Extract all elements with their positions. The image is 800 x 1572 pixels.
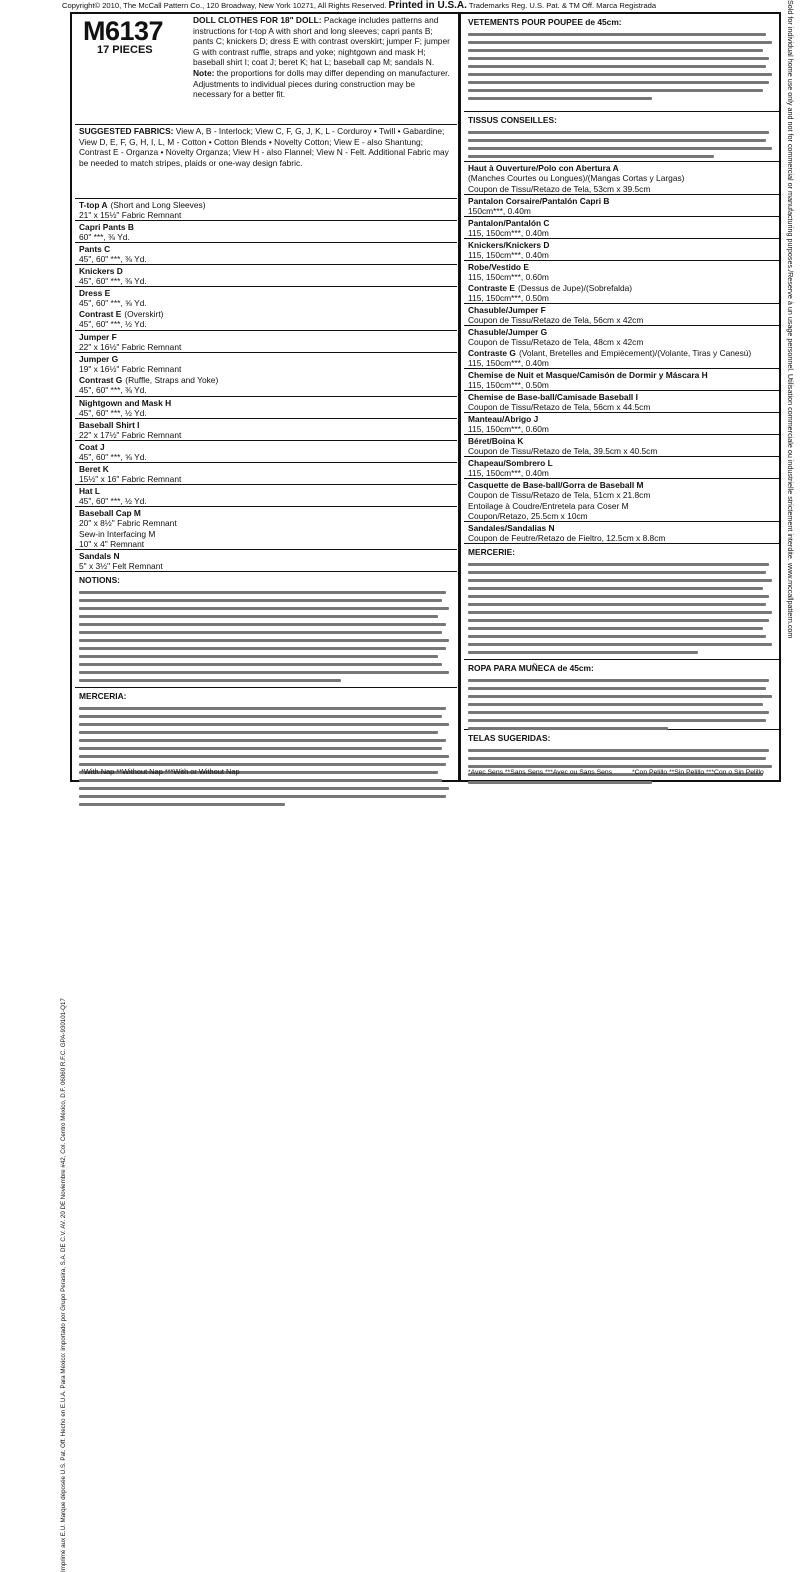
item-detail: Coupon de Tissu/Retazo de Tela, 56cm x 42cm bbox=[468, 315, 644, 326]
item-detail: 20" x 8½" Fabric Remnant bbox=[79, 518, 177, 529]
table-row bbox=[464, 457, 779, 479]
text-line-placeholder bbox=[468, 155, 714, 158]
item-title: Jumper F bbox=[79, 332, 117, 342]
ropa-intro-es: ROPA PARA MUÑECA de 45cm: bbox=[464, 660, 779, 730]
item-title-note: (Short and Long Sleeves) bbox=[110, 200, 206, 210]
item-detail: 115, 150cm***, 0.40m bbox=[468, 228, 549, 239]
text-line-placeholder bbox=[468, 765, 772, 768]
item-detail: 15½" x 16" Fabric Remnant bbox=[79, 474, 182, 485]
table-row bbox=[75, 463, 457, 485]
text-line-placeholder bbox=[468, 563, 769, 566]
text-line-placeholder bbox=[79, 803, 285, 806]
item-detail: Coupon de Tissu/Retazo de Tela, 56cm x 44.5cm bbox=[468, 402, 651, 413]
text-line-placeholder bbox=[468, 595, 769, 598]
text-line-placeholder bbox=[468, 49, 763, 52]
item-detail: Coupon de Feutre/Retazo de Fieltro, 12.5cm x 8.8cm bbox=[468, 533, 666, 544]
copyright-bar bbox=[62, 0, 786, 12]
item-detail: 115, 150cm***, 0.60m bbox=[468, 424, 549, 435]
notions-en: NOTIONS: bbox=[75, 572, 457, 688]
column-divider bbox=[458, 14, 461, 780]
text-line-placeholder bbox=[468, 131, 769, 134]
text-line-placeholder bbox=[468, 749, 769, 752]
text-line-placeholder bbox=[468, 611, 772, 614]
text-line-placeholder bbox=[468, 703, 763, 706]
text-line-placeholder bbox=[468, 97, 652, 100]
text-line-placeholder bbox=[79, 639, 449, 642]
text-line-placeholder bbox=[79, 747, 442, 750]
table-row bbox=[464, 479, 779, 522]
tissus-conseilles: TISSUS CONSEILLES: bbox=[464, 112, 779, 162]
item-detail: 150cm***, 0.40m bbox=[468, 206, 531, 217]
nap-legend-fr-es: *Avec Sens **Sans Sens ***Avec ou Sans Sens *Con Pelillo **Sin Pelillo ***Con o Sin Pelillo bbox=[468, 769, 764, 776]
text-line-placeholder bbox=[79, 647, 446, 650]
trademark-text: Trademarks Reg. U.S. Pat. & TM Off. Marca Registrada bbox=[468, 1, 657, 10]
text-line-placeholder bbox=[468, 679, 769, 682]
text-line-placeholder bbox=[79, 731, 438, 734]
contrast-detail: 115, 150cm***, 0.50m bbox=[468, 293, 549, 304]
item-detail: (Manches Courtes ou Longues)/(Mangas Cortas y Largas) bbox=[468, 173, 685, 184]
item-title: Chasuble/Jumper G bbox=[468, 327, 548, 337]
item-title: Coat J bbox=[79, 442, 105, 452]
pattern-header bbox=[75, 14, 457, 125]
copyright-text: Copyright© 2010, The McCall Pattern Co., 120 Broadway, New York 10271, All Rights Reserved. bbox=[62, 1, 387, 10]
text-line-placeholder bbox=[79, 623, 446, 626]
contrast-label: Contraste E bbox=[468, 282, 516, 293]
text-line-placeholder bbox=[79, 723, 449, 726]
item-title: Knickers/Knickers D bbox=[468, 240, 550, 250]
table-row bbox=[75, 419, 457, 441]
text-line-placeholder bbox=[468, 579, 772, 582]
item-detail: 45", 60" ***, ½ Yd. bbox=[79, 496, 147, 507]
table-row bbox=[464, 391, 779, 413]
table-row bbox=[75, 397, 457, 419]
table-row bbox=[75, 485, 457, 507]
item-title: Pantalon Corsaire/Pantalón Capri B bbox=[468, 196, 610, 206]
right-margin-usage-text: Sold for individual home use only and not for commercial or manufacturing purposes./Reserve à un usage personnel. Utilisation commerciale ou industrielle strictement interdite. www.mccallpattern.com bbox=[786, 0, 795, 639]
text-line-placeholder bbox=[468, 711, 769, 714]
table-row bbox=[75, 199, 457, 221]
item-detail: 60" ***, ⅜ Yd. bbox=[79, 232, 130, 243]
nap-legend-en: *With Nap **Without Nap ***With or Without Nap bbox=[81, 767, 240, 776]
english-column bbox=[75, 14, 457, 780]
french-spanish-column bbox=[464, 14, 779, 780]
item-detail: Sew-in Interfacing M bbox=[79, 528, 156, 539]
item-detail: 22" x 17½" Fabric Remnant bbox=[79, 430, 182, 441]
item-detail: 21" x 15½" Fabric Remnant bbox=[79, 210, 182, 221]
contrast-title bbox=[79, 309, 453, 319]
item-title: Casquette de Base-ball/Gorra de Baseball M bbox=[468, 480, 644, 490]
item-detail: 45", 60" ***, ⅜ Yd. bbox=[79, 276, 147, 287]
text-line-placeholder bbox=[468, 73, 772, 76]
merceria: MERCERIA: bbox=[75, 688, 457, 816]
item-detail: 45", 60" ***, ⅜ Yd. bbox=[79, 254, 147, 265]
item-title: Chemise de Base-ball/Camisade Baseball I bbox=[468, 392, 638, 402]
pattern-description: DOLL CLOTHES FOR 18" DOLL: Package includes patterns and instructions for t-top A with short and long sleeves; capri pants B; pants C; knickers D; dress E with contrast overskirt; jumper F; jumper G with contrast ruffle, straps and yoke; nightgown and mask H; baseball shirt I; coat J; beret K; hat L; baseball cap M; sandals N. Note: the proportions for dolls may differ depending on manufacturer. Adjustments to individual pieces during construction may be necessary for a better fit. bbox=[193, 15, 450, 100]
item-detail: 10" x 4" Remnant bbox=[79, 539, 145, 550]
text-line-placeholder bbox=[468, 635, 766, 638]
contrast-title-note: (Volant, Bretelles and Empiècement)/(Volante, Tiras y Canesú) bbox=[518, 347, 752, 358]
table-row bbox=[75, 507, 457, 550]
table-row bbox=[464, 239, 779, 261]
item-title: Pantalon/Pantalón C bbox=[468, 218, 550, 228]
item-detail: Coupon/Retazo, 25.5cm x 10cm bbox=[468, 511, 588, 522]
item-title: Manteau/Abrigo J bbox=[468, 414, 539, 424]
text-line-placeholder bbox=[79, 599, 442, 602]
table-row bbox=[464, 217, 779, 239]
text-line-placeholder bbox=[468, 687, 766, 690]
table-row bbox=[464, 522, 779, 544]
item-title: Sandals N bbox=[79, 551, 120, 561]
text-line-placeholder bbox=[79, 671, 449, 674]
yardage-table-fr bbox=[464, 162, 779, 544]
pieces-count: 17 PIECES bbox=[97, 44, 153, 56]
item-detail: 115, 150cm***, 0.40m bbox=[468, 250, 549, 261]
item-detail: 45", 60" ***, ½ Yd. bbox=[79, 408, 147, 419]
table-row bbox=[75, 353, 457, 397]
printed-in-usa: Printed in U.S.A. bbox=[388, 0, 467, 11]
text-line-placeholder bbox=[79, 679, 341, 682]
table-row bbox=[464, 369, 779, 391]
text-line-placeholder bbox=[79, 591, 446, 594]
mercerie: MERCERIE: bbox=[464, 544, 779, 660]
text-line-placeholder bbox=[468, 41, 772, 44]
item-title: Baseball Shirt I bbox=[79, 420, 140, 430]
text-line-placeholder bbox=[79, 607, 449, 610]
contrast-label: Contraste G bbox=[468, 347, 516, 358]
contrast-title bbox=[468, 283, 775, 293]
table-row bbox=[464, 326, 779, 369]
pattern-number: M6137 bbox=[83, 16, 164, 46]
text-line-placeholder bbox=[79, 779, 442, 782]
table-row bbox=[464, 304, 779, 326]
text-line-placeholder bbox=[79, 707, 446, 710]
left-margin-import-text: Imprimé aux E.U. Marque déposée U.S. Pat. Off. Hecho en E.U.A. Para México: importado por Grupo Perasira, S.A. DE C.V. AV. 20 DE Noviembre #42, Col. Centro México, D.F. 06060 R.F.C. GPA-930101-Q17 bbox=[60, 998, 67, 1572]
contrast-title bbox=[79, 375, 453, 385]
text-line-placeholder bbox=[468, 781, 652, 784]
text-line-placeholder bbox=[468, 719, 766, 722]
table-row bbox=[75, 331, 457, 353]
text-line-placeholder bbox=[79, 739, 446, 742]
item-detail: 22" x 16½" Fabric Remnant bbox=[79, 342, 182, 353]
item-title: Chemise de Nuit et Masque/Camisón de Dormir y Máscara H bbox=[468, 370, 708, 380]
item-detail: Coupon de Tissu/Retazo de Tela, 48cm x 42cm bbox=[468, 337, 644, 348]
suggested-fabrics-en: SUGGESTED FABRICS: View A, B - Interlock; View C, F, G, J, K, L - Corduroy • Twill • Gabardine; View D, E, F, G, H, I, L, M - Cotton • Cotton Blends • Novelty Cotton; View E - also Shantung; Contrast E - Organza • Novelty Organza; View H - also Flannel; View N - Felt. Additional Fabric may be needed to match stripes, plaids or one-way design fabric. bbox=[75, 125, 457, 199]
text-line-placeholder bbox=[468, 587, 763, 590]
contrast-detail: 45", 60" ***, ⅜ Yd. bbox=[79, 385, 147, 396]
item-title: T-top A bbox=[79, 200, 108, 210]
item-title: Hat L bbox=[79, 486, 100, 496]
text-line-placeholder bbox=[79, 787, 449, 790]
text-line-placeholder bbox=[468, 65, 766, 68]
text-line-placeholder bbox=[79, 715, 442, 718]
contrast-title-note: (Overskirt) bbox=[124, 308, 164, 319]
text-line-placeholder bbox=[468, 33, 766, 36]
item-detail: 115, 150cm***, 0.60m bbox=[468, 272, 549, 283]
contrast-label: Contrast E bbox=[79, 308, 122, 319]
text-line-placeholder bbox=[79, 631, 442, 634]
table-row bbox=[464, 162, 779, 195]
item-title: Dress E bbox=[79, 288, 111, 298]
table-row bbox=[75, 441, 457, 463]
contrast-title-note: (Dessus de Jupe)/(Sobrefalda) bbox=[518, 282, 633, 293]
item-title: Béret/Boina K bbox=[468, 436, 524, 446]
table-row bbox=[75, 287, 457, 331]
table-row bbox=[464, 435, 779, 457]
text-line-placeholder bbox=[79, 755, 449, 758]
text-line-placeholder bbox=[468, 89, 763, 92]
text-line-placeholder bbox=[468, 643, 772, 646]
item-title: Baseball Cap M bbox=[79, 508, 141, 518]
item-detail: 5" x 3½" Felt Remnant bbox=[79, 561, 163, 572]
telas-sugeridas: TELAS SUGERIDAS: bbox=[464, 730, 779, 784]
item-title: Capri Pants B bbox=[79, 222, 134, 232]
item-title: Pants C bbox=[79, 244, 111, 254]
table-row bbox=[75, 221, 457, 243]
text-line-placeholder bbox=[468, 139, 766, 142]
text-line-placeholder bbox=[468, 57, 769, 60]
item-detail: Coupon de Tissu/Retazo de Tela, 53cm x 39.5cm bbox=[468, 183, 651, 194]
item-title: Nightgown and Mask H bbox=[79, 398, 172, 408]
item-title: Knickers D bbox=[79, 266, 123, 276]
table-row bbox=[75, 265, 457, 287]
text-line-placeholder bbox=[468, 603, 766, 606]
contrast-title bbox=[468, 348, 775, 358]
text-line-placeholder bbox=[468, 627, 763, 630]
item-detail: 115, 150cm***, 0.40m bbox=[468, 468, 549, 479]
item-detail: 45", 60" ***, ⅝ Yd. bbox=[79, 298, 147, 309]
table-row bbox=[75, 550, 457, 572]
text-line-placeholder bbox=[79, 663, 442, 666]
text-line-placeholder bbox=[468, 619, 769, 622]
text-line-placeholder bbox=[468, 147, 772, 150]
item-title: Sandales/Sandalias N bbox=[468, 523, 555, 533]
table-row bbox=[464, 195, 779, 217]
contrast-label: Contrast G bbox=[79, 374, 123, 385]
text-line-placeholder bbox=[468, 695, 772, 698]
item-title: Jumper G bbox=[79, 354, 119, 364]
item-title: Robe/Vestido E bbox=[468, 262, 529, 272]
item-detail: 115, 150cm***, 0.50m bbox=[468, 380, 549, 391]
table-row bbox=[464, 261, 779, 304]
item-detail: 45", 60" ***, ⅝ Yd. bbox=[79, 452, 147, 463]
item-detail: Entoilage à Coudre/Entretela para Coser M bbox=[468, 500, 629, 511]
contrast-title-note: (Ruffle, Straps and Yoke) bbox=[125, 374, 219, 385]
table-row bbox=[464, 413, 779, 435]
text-line-placeholder bbox=[468, 81, 769, 84]
text-line-placeholder bbox=[468, 571, 766, 574]
text-line-placeholder bbox=[79, 795, 446, 798]
item-title: Haut à Ouverture/Polo con Abertura A bbox=[468, 163, 619, 173]
text-line-placeholder bbox=[79, 615, 438, 618]
vetements-intro-fr: VETEMENTS POUR POUPEE de 45cm: bbox=[464, 14, 779, 112]
contrast-detail: 115, 150cm***, 0.40m bbox=[468, 358, 549, 369]
text-line-placeholder bbox=[468, 651, 698, 654]
item-detail: Coupon de Tissu/Retazo de Tela, 51cm x 21.8cm bbox=[468, 490, 651, 501]
item-detail: 19" x 16½" Fabric Remnant bbox=[79, 364, 182, 375]
item-title: Beret K bbox=[79, 464, 109, 474]
yardage-table-en bbox=[75, 199, 457, 572]
table-row bbox=[75, 243, 457, 265]
item-title: Chasuble/Jumper F bbox=[468, 305, 546, 315]
item-title: Chapeau/Sombrero L bbox=[468, 458, 553, 468]
main-frame bbox=[70, 12, 781, 782]
text-line-placeholder bbox=[468, 757, 766, 760]
text-line-placeholder bbox=[79, 655, 438, 658]
text-line-placeholder bbox=[79, 763, 446, 766]
contrast-detail: 45", 60" ***, ½ Yd. bbox=[79, 319, 147, 330]
item-detail: Coupon de Tissu/Retazo de Tela, 39.5cm x 40.5cm bbox=[468, 446, 658, 457]
